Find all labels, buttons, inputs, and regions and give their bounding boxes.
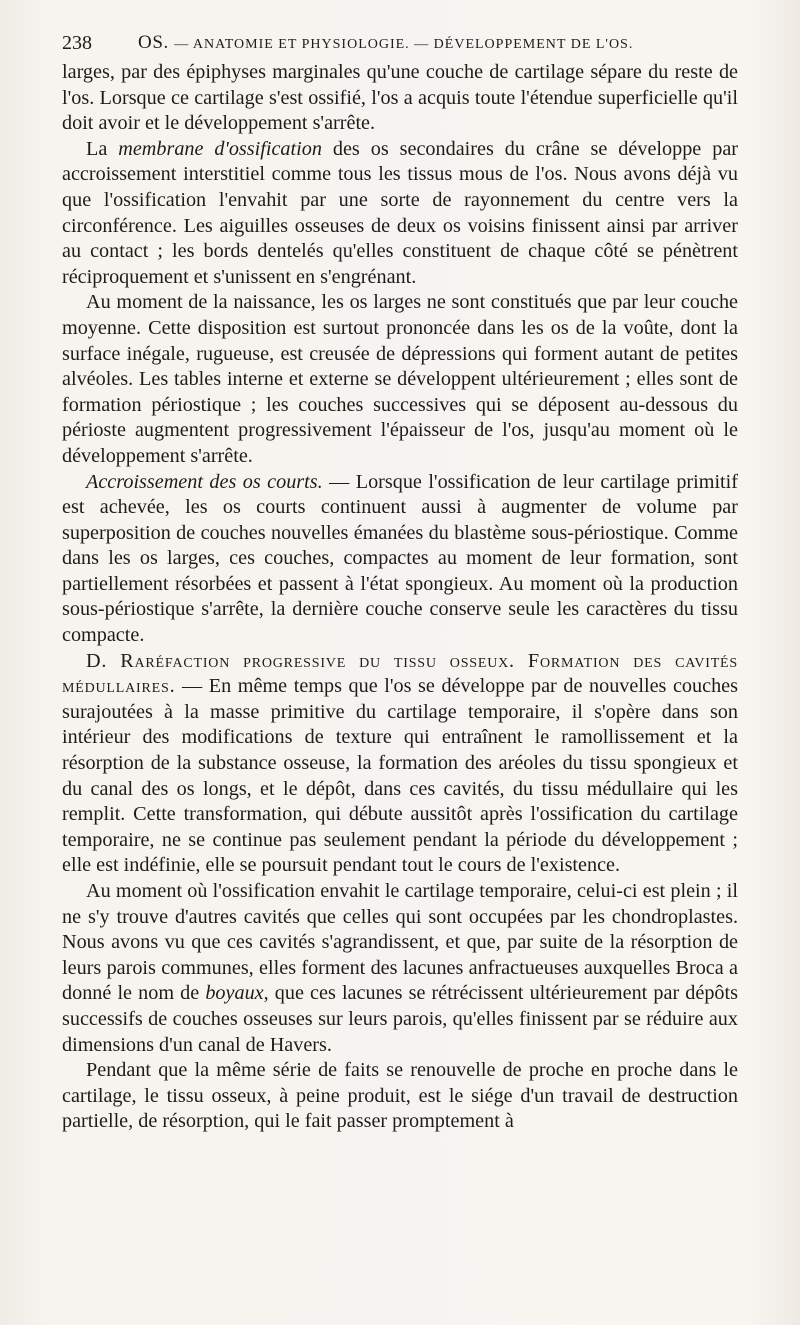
running-title [138,32,633,54]
paragraph-text: — Lorsque l'ossification de leur cartilage primitif est achevée, les os courts continuent aussi à augmenter de volume par superposition de couches nouvelles émanées du blastème sous-périostique. Comme dans les os larges, ces couches, compactes au moment de leur formation, sont partiellement résorbées et passent à l'état spongieux. Au moment où la production sous-périostique s'arrête, la dernière couche conserve seule les caractères du tissu compacte. [62,470,738,647]
paragraph [62,290,738,469]
page-number: 238 [62,32,92,54]
paragraph [62,649,738,879]
body-text [62,60,738,1135]
running-title-lead: OS. [138,32,169,53]
paragraph-text: — En même temps que l'os se développe par de nouvelles couches surajoutées à la masse primitive du cartilage temporaire, il s'opère dans son intérieur des modifications de texture qui entraînent le ramollissement et la résorption de la substance osseuse, la formation des aréoles du tissu spongieux et du canal des os longs, et le dépôt, dans ces cavités, du tissu médullaire qui les remplit. Cette transformation, qui débute aussitôt après l'ossification du cartilage temporaire, ne se continue pas seulement pendant la période du développement ; elle est indéfinie, elle se poursuit pendant tout le cours de l'existence. [62,675,738,877]
paragraph [62,60,738,137]
paragraph-text: des os secondaires du crâne se développe par accroissement interstitiel comme tous les tissus mous de l'os. Nous avons déjà vu que l'ossification l'envahit par une sorte de rayonnement du centre vers la circonférence. Les aiguilles osseuses de deux os voisins finissent ainsi par arriver au contact ; les bords dentelés qu'elles constituent de chaque côté se pénètrent réciproquement et s'unissent en s'engrénant. [62,137,738,288]
page-header [62,32,738,58]
paragraph-text: Au moment de la naissance, les os larges ne sont constitués que par leur couche moyenne. Cette disposition est surtout prononcée dans les os de la voûte, dont la surface inégale, rugueuse, est creusée de dépressions qui forment autant de petites alvéoles. Les tables interne et externe se développent ultérieurement ; elles sont de formation périostique ; les couches successives qui se déposent au-dessous du périoste augmentent progressivement l'épaisseur de l'os, jusqu'au moment où le développement s'arrête. [62,291,738,467]
paragraph [62,879,738,1058]
paragraph-text: Pendant que la même série de faits se renouvelle de proche en proche dans le cartilage, le tissu osseux, à peine produit, est le siége d'un travail de destruction partielle, de résorption, qui le fait passer promptement à [62,1059,738,1133]
inline-term-italic: boyaux [205,982,264,1005]
section-heading: D. Raréfaction progressive du tissu osseux. Formation des cavités médullaires. [62,649,738,698]
section-title-italic: Accroissement des os courts. [86,470,323,493]
paragraph [62,137,738,291]
paragraph-text: larges, par des épiphyses marginales qu'une couche de cartilage sépare du reste de l'os. Lorsque ce cartilage s'est ossifié, l'os a acquis toute l'étendue superficielle qu'il doit avoir et le développement s'arrête. [62,61,738,135]
paragraph [62,470,738,649]
paragraph-lead: La [86,137,119,160]
paragraph-text: , que ces lacunes se rétrécissent ultérieurement par dépôts successifs de couches osseuses sur leurs parois, qu'elles finissent par se réduire aux dimensions d'un canal de Havers. [62,982,738,1056]
running-title-rest: — ANATOMIE ET PHYSIOLOGIE. — DÉVELOPPEMENT DE L'OS. [174,37,634,52]
paragraph-lead-italic: membrane d'ossification [118,137,322,160]
paragraph-text-start: Au moment où l'ossification envahit le cartilage temporaire, celui-ci est plein ; il ne s'y trouve d'autres cavités que celles qui sont occupées par les chondroplastes. Nous avons vu que ces cavités s'agrandissent, et que, par suite de la résorption de leurs parois communes, elles forment des lacunes anfractueuses auxquelles Broca a donné le nom de [62,880,738,1005]
paragraph [62,1058,738,1135]
